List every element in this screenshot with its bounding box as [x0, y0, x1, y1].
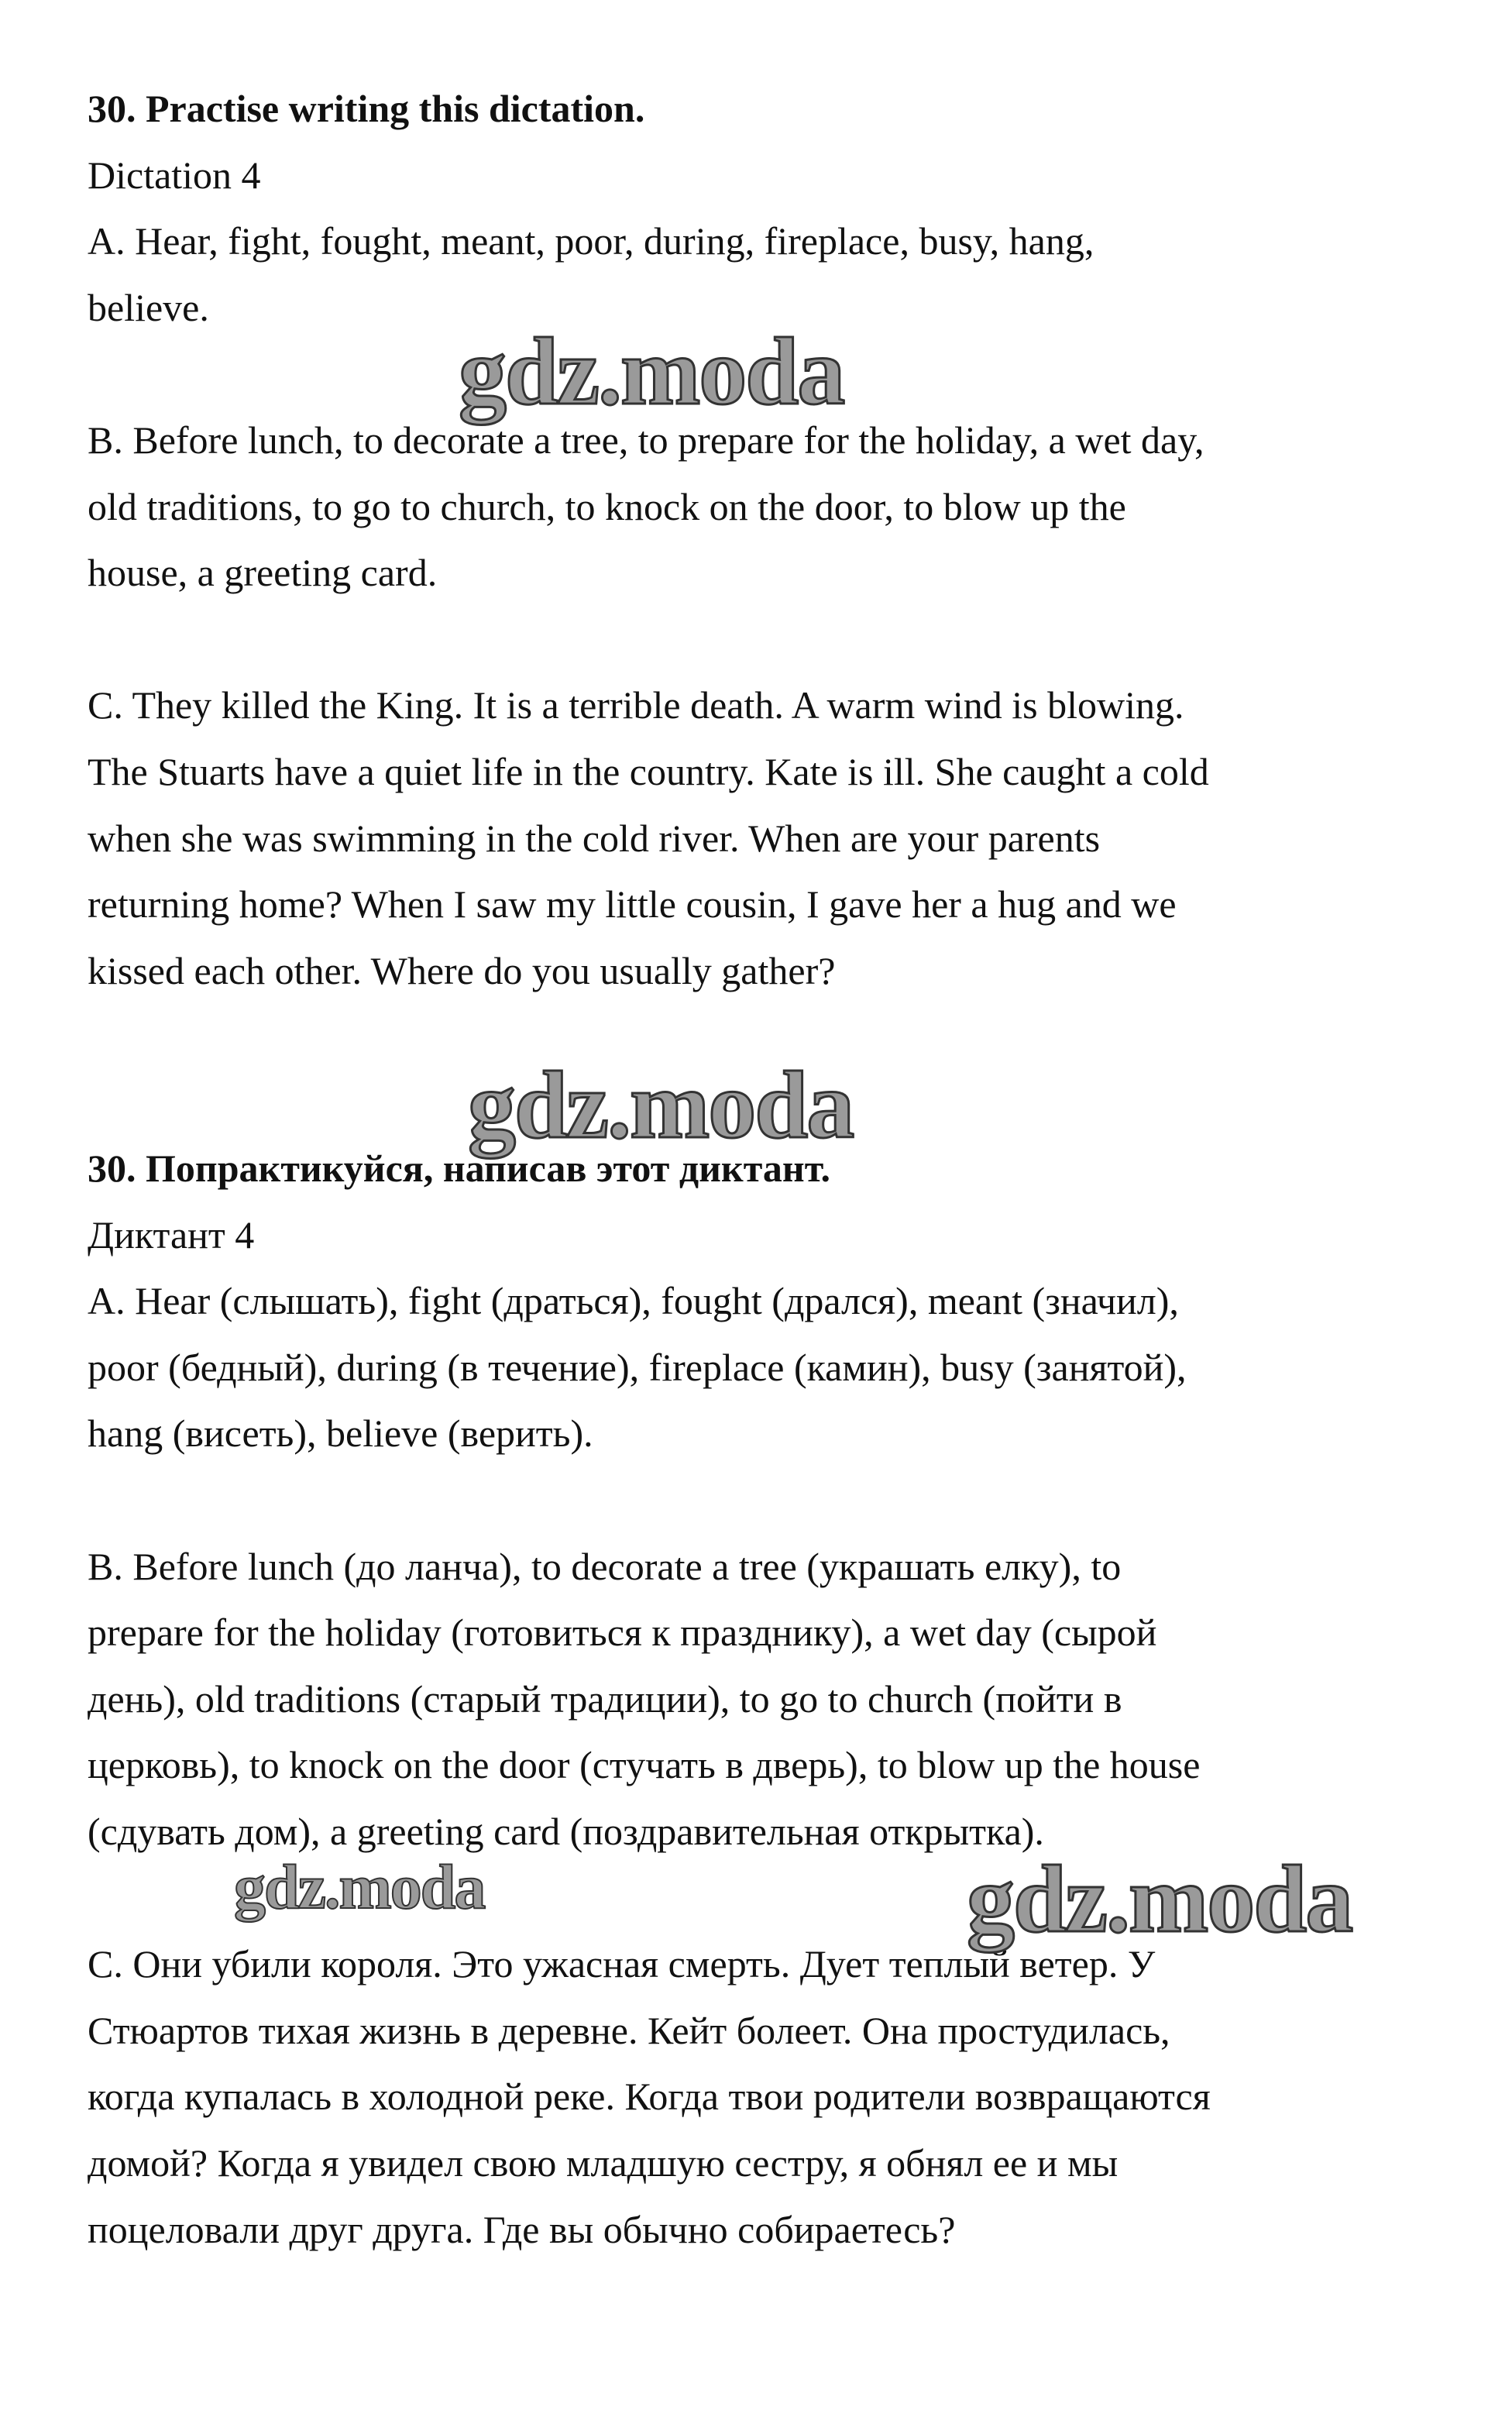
paragraph-a-line: A. Hear (слышать), fight (драться), fought (дрался), meant (значил), [88, 1279, 1179, 1323]
paragraph-c-line: The Stuarts have a quiet life in the country. Kate is ill. She caught a cold [88, 749, 1209, 793]
paragraph-c-line: when she was swimming in the cold river. When are your parents [88, 816, 1101, 860]
paragraph-c-line: kissed each other. Where do you usually gather? [88, 948, 836, 992]
paragraph-b-line: день), old traditions (старый традиции), to go to church (пойти в [88, 1676, 1122, 1721]
watermark: gdz.moda [459, 318, 844, 425]
paragraph-b-line: (сдувать дом), a greeting card (поздравительная открытка). [88, 1809, 1044, 1853]
watermark: gdz.moda [967, 1846, 1352, 1952]
dictation-label: Dictation 4 [88, 153, 261, 197]
russian-section [88, 1136, 1211, 2263]
paragraph-b-line: B. Before lunch (до ланча), to decorate a tree (украшать елку), to [88, 1544, 1122, 1588]
paragraph-c-line: когда купалась в холодной реке. Когда твои родители возвращаются [88, 2075, 1211, 2119]
spacer [88, 607, 1209, 673]
paragraph-b-line: prepare for the holiday (готовиться к празднику), a wet day (сырой [88, 1611, 1157, 1655]
paragraph-c-line: C. Они убили короля. Это ужасная смерть. Дует теплый ветер. У [88, 1942, 1156, 1986]
paragraph-c-line: поцеловали друг друга. Где вы обычно собираетесь? [88, 2207, 956, 2251]
spacer [88, 1467, 1211, 1534]
exercise-title-ru: 30. Попрактикуйся, написав этот диктант. [88, 1147, 831, 1190]
exercise-title: 30. Practise writing this dictation. [88, 87, 645, 130]
paragraph-a-line: hang (висеть), believe (верить). [88, 1411, 593, 1456]
paragraph-a-line: poor (бедный), during (в течение), fireplace (камин), busy (занятой), [88, 1345, 1187, 1389]
paragraph-b-line: old traditions, to go to church, to knock on the door, to blow up the [88, 484, 1126, 528]
watermark: gdz.moda [468, 1052, 854, 1158]
dictation-label-ru: Диктант 4 [88, 1212, 255, 1257]
paragraph-a-line: believe. [88, 285, 209, 329]
paragraph-c-line: returning home? When I saw my little cousin, I gave her a hug and we [88, 882, 1177, 927]
english-section [88, 76, 1209, 1004]
paragraph-c-line: Стюартов тихая жизнь в деревне. Кейт болеет. Она простудилась, [88, 2008, 1170, 2052]
paragraph-c-line: домой? Когда я увидел свою младшую сестру, я обнял ее и мы [88, 2140, 1119, 2185]
watermark: gdz.moda [234, 1851, 485, 1922]
paragraph-b-line: house, a greeting card. [88, 551, 438, 595]
paragraph-c-line: C. They killed the King. It is a terrible death. A warm wind is blowing. [88, 683, 1184, 727]
paragraph-b-line: церковь), to knock on the door (стучать в дверь), to blow up the house [88, 1743, 1201, 1787]
paragraph-b-line: B. Before lunch, to decorate a tree, to prepare for the holiday, a wet day, [88, 418, 1204, 462]
paragraph-a-line: A. Hear, fight, fought, meant, poor, during, fireplace, busy, hang, [88, 219, 1094, 263]
